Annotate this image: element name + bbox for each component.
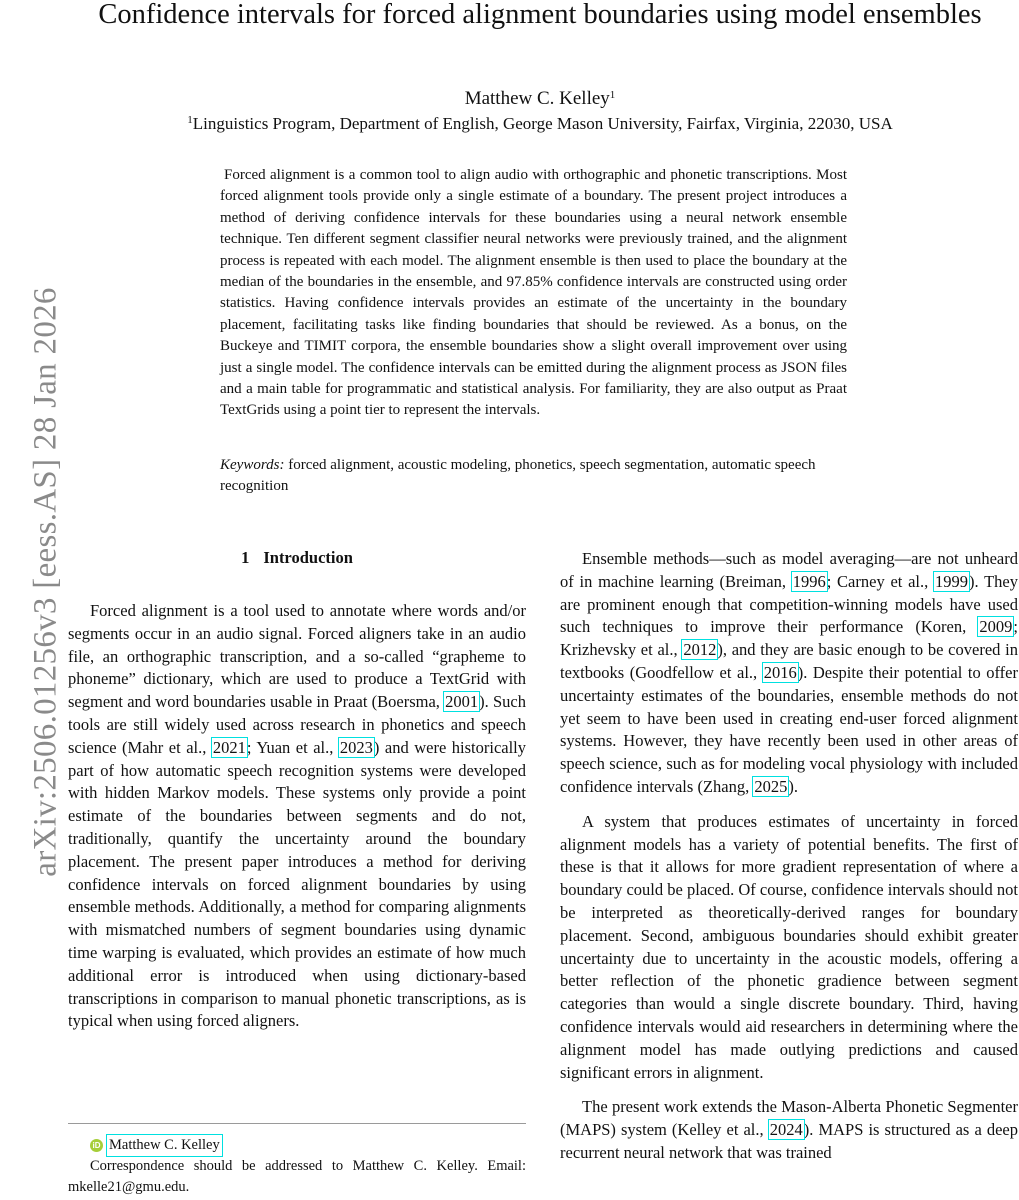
correspondence-note: Correspondence should be addressed to Matthew C. Kelley. Email: mkelle21@gmu.edu.	[68, 1158, 526, 1195]
section-title: Introduction	[263, 548, 353, 567]
left-column	[68, 600, 526, 1033]
footnote-divider	[68, 1123, 526, 1124]
text-run: ).	[788, 776, 798, 796]
author-line	[90, 88, 990, 110]
affiliation-text: Linguistics Program, Department of English, George Mason University, Fairfax, Virginia, 22030, USA	[192, 114, 893, 133]
right-column	[560, 548, 1018, 1165]
text-run: The present work extends the Mason-Alberta Phonetic Segmenter (MAPS) system (Kelley et al.,	[560, 1097, 1018, 1140]
intro-paragraph-2	[560, 548, 1018, 799]
citation-link[interactable]: 2009	[979, 617, 1013, 637]
orcid-line	[68, 1135, 526, 1156]
text-run: ). They are prominent enough that competition-winning models have used such techniques to improve their performance (Koren,	[560, 571, 1018, 637]
intro-paragraph-4	[560, 1096, 1018, 1164]
intro-paragraph-3: A system that produces estimates of uncertainty in forced alignment models has a variety of potential benefits. The first of these is that it allows for more gradient representation of where a boundary could be placed. Of course, confidence intervals should not be interpreted as theoretically-derived ranges for boundary placement. Second, ambiguous boundaries should exhibit greater uncertainty due to uncertainty in the acoustic models, offering a better reflection of the phonetic gradience between segment categories than would a single discrete boundary. Third, having confidence intervals would aid researchers in determining where the alignment model has made outlying predictions and caused significant errors in alignment.	[560, 811, 1018, 1082]
text-run: ) and were historically part of how automatic speech recognition systems were developed with hidden Markov models. These systems only provide a point estimate of the boundaries between segments and do not, traditionally, quantify the uncertainty around the boundary placement. The present paper introduces a method for deriving confidence intervals on forced alignment boundaries by using ensemble methods. Additionally, a method for comparing alignments with mismatched numbers of segment boundaries using dynamic time warping is evaluated, which provides an estimate of how much additional error is introduced when using dictionary-based transcriptions in comparison to manual phonetic transcriptions, as is typical when using forced aligners.	[68, 737, 527, 1031]
intro-paragraph-1	[68, 600, 526, 1033]
citation-link[interactable]: 1999	[935, 571, 969, 591]
citation-link[interactable]: 2021	[212, 737, 246, 757]
citation-link[interactable]: 2001	[445, 692, 479, 712]
citation-link[interactable]: 2023	[339, 737, 373, 757]
author-name: Matthew C. Kelley	[464, 88, 610, 109]
citation-link[interactable]: 1996	[792, 571, 826, 591]
text-run: ). Despite their potential to offer uncertainty estimates of the boundaries, ensemble methods do not yet seem to have been used in creating end-user forced alignment systems. However, they have recently been used in other areas of speech science, such as for modeling vocal physiology with included confidence intervals (Zhang,	[560, 662, 1018, 796]
text-run: ; Carney et al.,	[826, 571, 935, 591]
affiliation-line	[90, 114, 990, 134]
abstract-text: Forced alignment is a common tool to align audio with orthographic and phonetic transcriptions. Most forced alignment tools provide only a single estimate of a boundary. The present project introduces a method of deriving confidence intervals for these boundaries using a neural network ensemble technique. Ten different segment classifier neural networks were previously trained, and the alignment process is repeated with each model. The alignment ensemble is then used to place the boundary at the median of the boundaries in the ensemble, and 97.85% confidence intervals are constructed using order statistics. Having confidence intervals provides an estimate of the uncertainty in the boundary placement, facilitating tasks like finding boundaries that should be reviewed. As a bonus, on the Buckeye and TIMIT corpora, the ensemble boundaries show a slight overall improvement over using just a single model. The confidence intervals can be emitted during the alignment process as JSON files and a main table for programmatic and statistical analysis. For familiarity, they are also output as Praat TextGrids using a point tier to represent the intervals.	[220, 167, 847, 419]
section-number: 1	[241, 548, 250, 567]
text-run: Forced alignment is a tool used to annotate where words and/or segments occur in an audio signal. Forced aligners take in an audio file, an orthographic transcription, and a so-called “grapheme to phoneme” dictionary, which are used to produce a TextGrid with segment and word boundaries usable in Praat (Boersma,	[68, 601, 526, 712]
citation-link[interactable]: 2024	[769, 1120, 803, 1140]
abstract	[220, 165, 847, 422]
paper-title: Confidence intervals for forced alignment boundaries using model ensembles	[98, 0, 982, 30]
affiliation-mark: 1	[187, 114, 193, 126]
keywords-label: Keywords:	[220, 457, 285, 473]
keywords	[220, 455, 847, 498]
arxiv-identifier-stamp: arXiv:2506.01256v3 [eess.AS] 28 Jan 2026	[27, 287, 64, 877]
citation-link[interactable]: 2016	[763, 662, 797, 682]
orcid-icon: iD	[90, 1139, 103, 1152]
text-run: ), and they are basic enough to be covered in textbooks (Goodfellow et al.,	[560, 640, 1018, 682]
author-affiliation-mark: 1	[609, 89, 616, 101]
citation-link[interactable]: 2012	[683, 640, 717, 660]
section-heading-introduction	[68, 548, 526, 568]
text-run: Ensemble methods—such as model averaging—are not unheard of in machine learning (Breiman,	[560, 549, 1018, 591]
text-run: ). Such tools are still widely used across research in phonetics and speech science (Mahr et al.,	[68, 692, 526, 757]
citation-link[interactable]: 2025	[754, 776, 788, 796]
text-run: ; Krizhevsky et al.,	[560, 617, 1018, 660]
footnote	[68, 1135, 526, 1198]
text-run: ). MAPS is structured as a deep recurrent neural network that was trained	[560, 1120, 1018, 1162]
keywords-text: forced alignment, acoustic modeling, phonetics, speech segmentation, automatic speech recognition	[220, 457, 816, 495]
text-run: ; Yuan et al.,	[246, 737, 339, 757]
orcid-author-link[interactable]: Matthew C. Kelley	[107, 1135, 222, 1156]
